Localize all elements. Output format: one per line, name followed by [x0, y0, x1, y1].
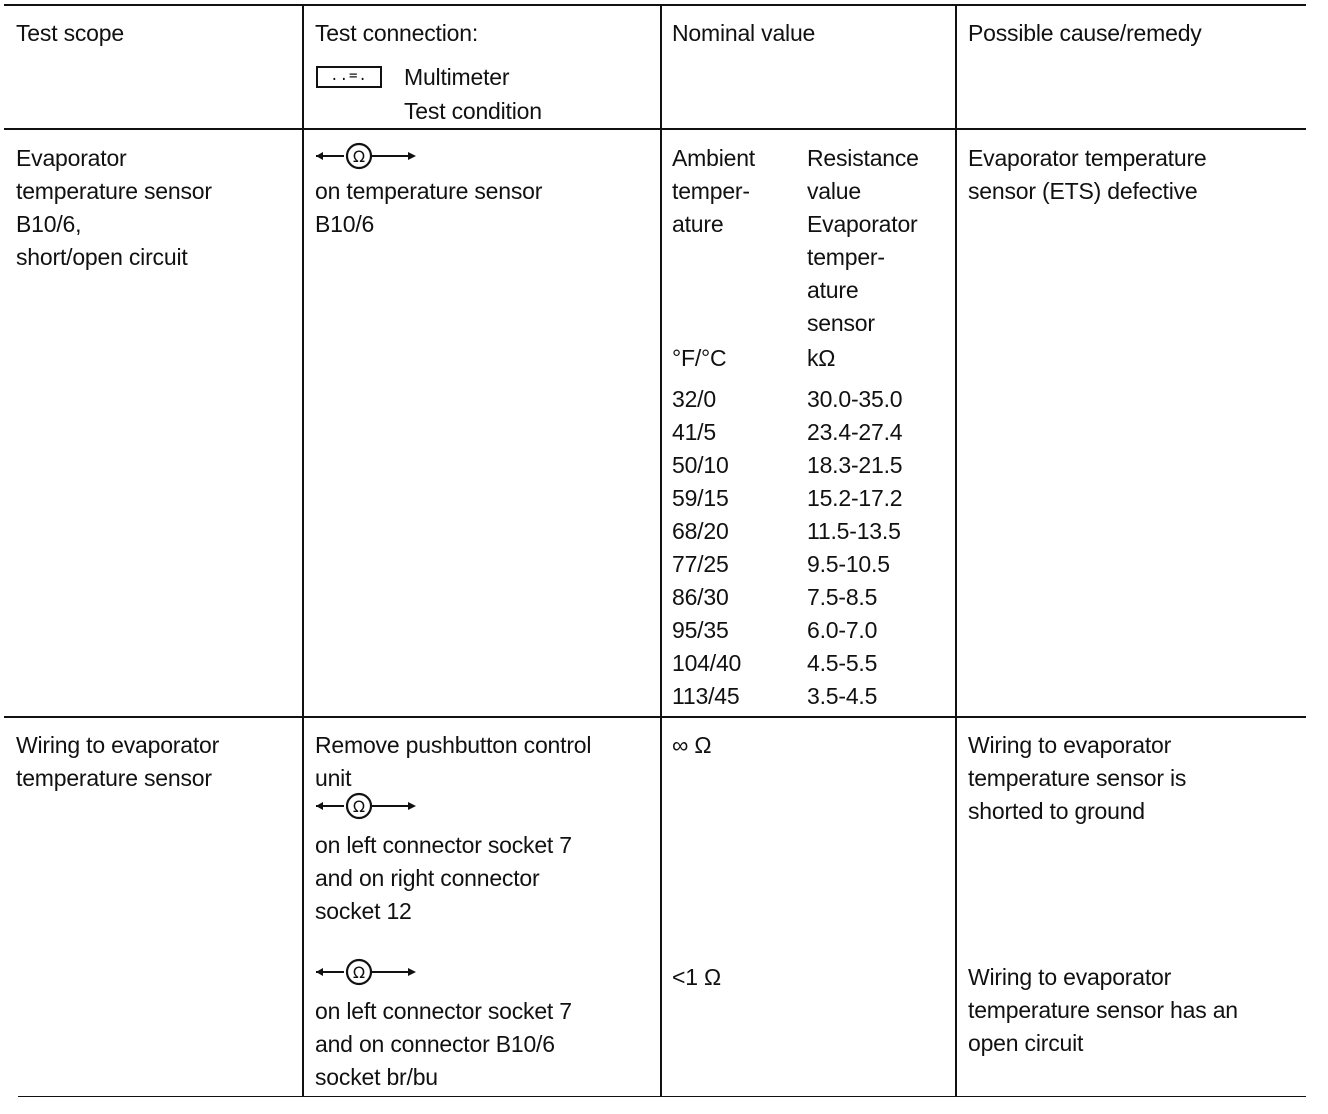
resistance-value: 9.5-10.5	[807, 551, 890, 577]
ambient-temperature-header	[672, 142, 755, 241]
resistance-value-header	[807, 142, 919, 340]
ohm-symbol: Ω	[352, 797, 366, 816]
row1-bottom-border	[4, 716, 1306, 718]
row2a-cause-line: temperature sensor is	[968, 765, 1187, 791]
resistance-value: 11.5-13.5	[807, 518, 901, 544]
row2b-cause-line: open circuit	[968, 1030, 1084, 1056]
row1-test-connection	[315, 175, 542, 241]
ambient-value: 68/20	[672, 518, 729, 544]
ambient-header-line: Ambient	[672, 145, 755, 171]
row2a-precondition	[315, 729, 591, 795]
row1-scope-line: short/open circuit	[16, 244, 188, 270]
resistance-value: 18.3-21.5	[807, 452, 903, 478]
resistance-value: 23.4-27.4	[807, 419, 903, 445]
row1-scope-line: temperature sensor	[16, 178, 212, 204]
row2b-connection-line: and on connector B10/6	[315, 1031, 555, 1057]
table-top-border	[4, 4, 1306, 6]
row2b-connection-line: socket br/bu	[315, 1064, 438, 1090]
header-test-scope: Test scope	[16, 20, 124, 46]
resistance-value: 7.5-8.5	[807, 584, 878, 610]
ambient-value: 41/5	[672, 419, 716, 445]
ambient-values	[672, 383, 741, 713]
table-bottom-border	[18, 1096, 1306, 1097]
resistance-value: 30.0-35.0	[807, 386, 903, 412]
resistance-header-line: ature	[807, 277, 859, 303]
col-divider-3	[955, 4, 957, 1096]
col-divider-1	[302, 4, 304, 1096]
row1-possible-cause	[968, 142, 1207, 208]
row1-connection-line: B10/6	[315, 211, 375, 237]
ambient-value: 77/25	[672, 551, 729, 577]
row2-test-scope	[16, 729, 219, 795]
row2b-cause-line: Wiring to evaporator	[968, 964, 1172, 990]
header-test-condition: Test condition	[404, 98, 542, 124]
resistance-header-line: Resistance	[807, 145, 919, 171]
resistance-header-line: value	[807, 178, 861, 204]
ohmmeter-icon	[314, 958, 418, 988]
row1-scope-line: B10/6,	[16, 211, 82, 237]
ohm-symbol: Ω	[352, 963, 366, 982]
resistance-header-line: Evaporator	[807, 211, 918, 237]
header-possible-cause: Possible cause/remedy	[968, 20, 1202, 46]
row2b-nominal-value: <1 Ω	[672, 964, 722, 990]
resistance-header-line: sensor	[807, 310, 875, 336]
row2-scope-line: temperature sensor	[16, 765, 212, 791]
ohmmeter-icon	[314, 142, 418, 172]
ambient-value: 59/15	[672, 485, 729, 511]
ambient-value: 32/0	[672, 386, 716, 412]
row1-cause-line: Evaporator temperature	[968, 145, 1207, 171]
ambient-value: 104/40	[672, 650, 742, 676]
ambient-value: 113/45	[672, 683, 740, 709]
resistance-value: 6.0-7.0	[807, 617, 878, 643]
row1-test-scope	[16, 142, 212, 274]
header-test-connection: Test connection:	[315, 20, 479, 46]
row2b-possible-cause	[968, 961, 1238, 1060]
row2a-cause-line: Wiring to evaporator	[968, 732, 1172, 758]
row1-cause-line: sensor (ETS) defective	[968, 178, 1198, 204]
resistance-value: 15.2-17.2	[807, 485, 903, 511]
ohm-symbol: Ω	[352, 147, 366, 166]
row2b-test-connection	[315, 995, 572, 1094]
resistance-unit: kΩ	[807, 345, 836, 371]
row2a-pre-line: Remove pushbutton control	[315, 732, 592, 758]
col-divider-2	[660, 4, 662, 1096]
resistance-value: 4.5-5.5	[807, 650, 878, 676]
resistance-value: 3.5-4.5	[807, 683, 878, 709]
ambient-header-line: temper-	[672, 178, 750, 204]
header-nominal-value: Nominal value	[672, 20, 816, 46]
ambient-unit: °F/°C	[672, 345, 727, 371]
row2a-pre-line: unit	[315, 765, 352, 791]
row2-scope-line: Wiring to evaporator	[16, 732, 220, 758]
row2a-test-connection	[315, 829, 572, 928]
row2a-nominal-value: ∞ Ω	[672, 732, 712, 758]
ohmmeter-icon	[314, 792, 418, 822]
row2a-cause-line: shorted to ground	[968, 798, 1145, 824]
row2b-cause-line: temperature sensor has an	[968, 997, 1238, 1023]
row1-connection-line: on temperature sensor	[315, 178, 543, 204]
row2a-possible-cause	[968, 729, 1186, 828]
row2b-connection-line: on left connector socket 7	[315, 998, 572, 1024]
row2a-connection-line: socket 12	[315, 898, 412, 924]
multimeter-icon: ..=.	[316, 66, 382, 88]
ambient-header-line: ature	[672, 211, 724, 237]
header-bottom-border	[4, 128, 1306, 130]
row2a-connection-line: and on right connector	[315, 865, 540, 891]
row1-scope-line: Evaporator	[16, 145, 127, 171]
ambient-value: 95/35	[672, 617, 729, 643]
row2a-connection-line: on left connector socket 7	[315, 832, 572, 858]
ambient-value: 86/30	[672, 584, 729, 610]
resistance-values	[807, 383, 902, 713]
resistance-header-line: temper-	[807, 244, 885, 270]
ambient-value: 50/10	[672, 452, 729, 478]
header-multimeter: Multimeter	[404, 64, 510, 90]
